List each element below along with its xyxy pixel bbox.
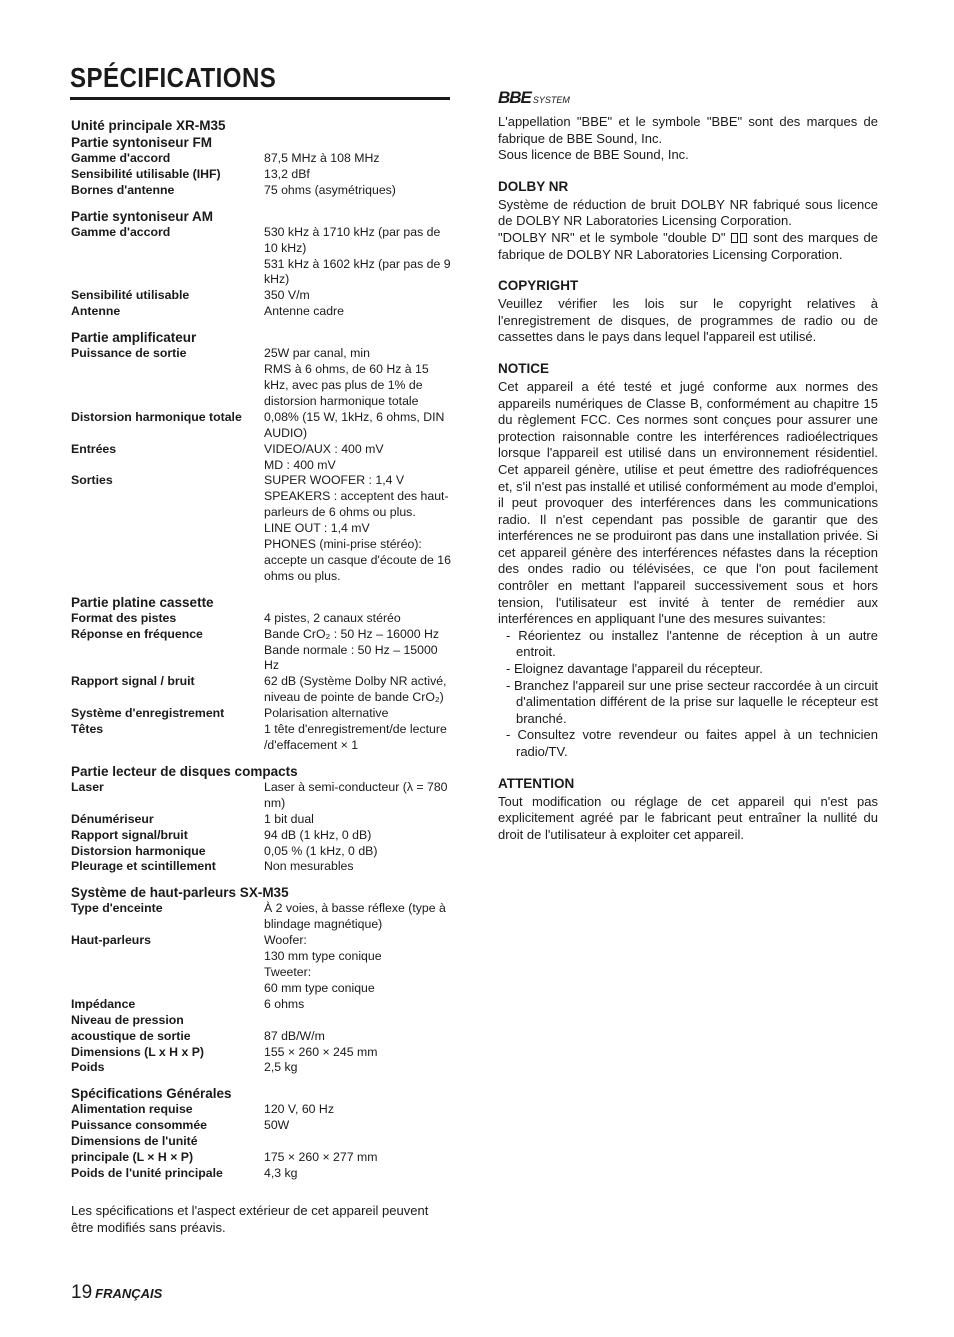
attention-heading: ATTENTION bbox=[498, 775, 575, 791]
spec-value: 1 tête d'enregistrement/de lecture /d'effacement × 1 bbox=[264, 722, 447, 752]
spec-label: Alimentation requise bbox=[71, 1102, 193, 1117]
dolby-text-2b: sont des marques de fabrique de DOLBY NR Laboratories Licensing Corporation. bbox=[498, 229, 878, 262]
spec-row bbox=[71, 1060, 456, 1076]
notice-bullet: - Consultez votre revendeur ou faites appel à un technicien radio/TV. bbox=[506, 727, 878, 759]
spec-section-heading: Spécifications Générales bbox=[71, 1086, 232, 1102]
spec-row bbox=[71, 933, 456, 997]
spec-value: 0,08% (15 W, 1kHz, 6 ohms, DIN AUDIO) bbox=[264, 409, 445, 440]
spec-value: 155 × 260 × 245 mm bbox=[264, 1044, 378, 1059]
spec-section-heading: Partie syntoniseur FM bbox=[71, 135, 213, 150]
spec-row bbox=[71, 1166, 456, 1182]
spec-section-heading: Partie amplificateur bbox=[71, 330, 197, 346]
bbe-text: L'appellation "BBE" et le symbole "BBE" sont des marques de fabrique de BBE Sound, Inc. Sous licence de BBE Sound, Inc. bbox=[498, 114, 878, 163]
spec-row bbox=[71, 1013, 456, 1045]
spec-section-heading: Partie syntoniseur AM bbox=[71, 208, 214, 224]
spec-row bbox=[71, 844, 456, 860]
copyright-text: Veuillez vérifier les lois sur le copyright relatives à l'enregistrement de disques, de programmes de radio ou de cassettes dans le pays dans lequel l'appareil est utilisé. bbox=[498, 296, 878, 345]
spec-value: 0,05 % (1 kHz, 0 dB) bbox=[264, 843, 378, 858]
spec-label: Type d'enceinte bbox=[71, 901, 163, 916]
spec-row bbox=[71, 627, 456, 675]
spec-value: 87 dB/W/m bbox=[264, 1028, 325, 1043]
spec-row bbox=[71, 473, 456, 584]
spec-value: À 2 voies, à basse réflexe (type à blindage magnétique) bbox=[264, 901, 446, 932]
spec-label: Laser bbox=[71, 779, 104, 794]
spec-value: Laser à semi-conducteur (λ = 780 nm) bbox=[264, 779, 448, 810]
spec-value: 350 V/m bbox=[264, 288, 310, 303]
spec-row bbox=[71, 1102, 456, 1118]
spec-row bbox=[71, 828, 456, 844]
spec-value: 62 dB (Système Dolby NR activé, niveau de pointe de bande CrO₂) bbox=[264, 674, 447, 705]
spec-row bbox=[71, 167, 456, 183]
spec-value: 175 × 260 × 277 mm bbox=[264, 1150, 378, 1165]
spec-value: Bande CrO₂ : 50 Hz – 16000 Hz Bande normale : 50 Hz – 15000 Hz bbox=[264, 626, 439, 673]
spec-value: 530 kHz à 1710 kHz (par pas de 10 kHz) 531 kHz à 1602 kHz (par pas de 9 kHz) bbox=[264, 224, 451, 287]
copyright-heading: COPYRIGHT bbox=[498, 278, 579, 294]
title-rule bbox=[70, 97, 450, 100]
spec-label: Poids de l'unité principale bbox=[71, 1165, 223, 1180]
spec-value: Woofer: 130 mm type conique Tweeter: 60 mm type conique bbox=[264, 933, 382, 995]
spec-value: 6 ohms bbox=[264, 996, 305, 1011]
spec-value: VIDEO/AUX : 400 mV MD : 400 mV bbox=[264, 441, 384, 472]
spec-label: Distorsion harmonique bbox=[71, 843, 206, 858]
spec-section-heading: Partie platine cassette bbox=[71, 594, 214, 610]
spec-label: Antenne bbox=[71, 304, 121, 319]
spec-row bbox=[71, 722, 456, 754]
spec-label: Bornes d'antenne bbox=[71, 182, 175, 197]
dolby-text-1: Système de réduction de bruit DOLBY NR fabriqué sous licence de DOLBY NR Laboratories Licensing Corporation. bbox=[498, 196, 878, 229]
spec-label: Sorties bbox=[71, 473, 113, 488]
spec-label: Impédance bbox=[71, 996, 136, 1011]
spec-row bbox=[71, 288, 456, 304]
spec-label: Sensibilité utilisable bbox=[71, 288, 190, 303]
page-number: 19 bbox=[71, 1282, 93, 1303]
spec-value: 50W bbox=[264, 1118, 290, 1133]
page-title: SPÉCIFICATIONS bbox=[70, 62, 277, 93]
spec-label: Puissance de sortie bbox=[71, 346, 187, 361]
notice-bullet: - Eloignez davantage l'appareil du récepteur. bbox=[506, 661, 763, 677]
dolby-text-2a: "DOLBY NR" et le symbole "double D" bbox=[498, 229, 726, 245]
spec-row bbox=[71, 1118, 456, 1134]
spec-value: 120 V, 60 Hz bbox=[264, 1102, 334, 1117]
spec-row bbox=[71, 183, 456, 199]
notices-column bbox=[498, 88, 878, 843]
bbe-logo-mark: BBE bbox=[498, 88, 531, 107]
spec-label: Poids bbox=[71, 1060, 105, 1075]
spec-label: Dimensions (L x H x P) bbox=[71, 1044, 205, 1059]
bbe-logo bbox=[498, 88, 878, 108]
notice-text: Cet appareil a été testé et jugé conforme aux normes des appareils numériques de Classe B, conformément au chapitre 15 du règlement FCC. Ces normes sont conçues pour assurer une protection raisonnable contre les interférences radioélectriques lorsque l'appareil est utilisé dans un environnement résidentiel. Cet appareil génère, utilise et peut émettre des radiofréquences et, s'il n'est pas installé et utilisé conformément au mode d'emploi, il peut provoquer des interférences dans les communications radio. Il n'est cependant pas possible de garantir que des interférences ne se produiront pas dans une installation privée. Si cet appareil génère des interférences néfastes dans la réception des ondes radio ou télévisées, ce que l'on pout facilement contrôler en mettant l'appareil successivement sous et hors tension, l'utilisateur est invité à tenter de remédier aux interférences en appliquant l'une des mesures suivantes: bbox=[498, 378, 878, 627]
spec-section-heading: Unité principale XR-M35 bbox=[71, 118, 226, 133]
spec-value: Non mesurables bbox=[264, 859, 354, 874]
spec-row bbox=[71, 1045, 456, 1061]
spec-row bbox=[71, 1134, 456, 1166]
specifications-column bbox=[71, 117, 456, 1236]
spec-label: Haut-parleurs bbox=[71, 933, 151, 948]
bbe-logo-system: SYSTEM bbox=[532, 95, 570, 105]
spec-label: Réponse en fréquence bbox=[71, 626, 203, 641]
spec-label: Niveau de pression acoustique de sortie bbox=[71, 1012, 191, 1043]
dolby-text bbox=[498, 197, 878, 263]
spec-value: 94 dB (1 kHz, 0 dB) bbox=[264, 827, 372, 842]
spec-value: SUPER WOOFER : 1,4 V SPEAKERS : acceptent des haut-parleurs de 6 ohms ou plus. LINE OUT : 1,4 mV PHONES (mini-prise stéréo): accepte un casque d'écoute de 16 ohms ou plus. bbox=[264, 473, 451, 583]
spec-value: Antenne cadre bbox=[264, 304, 344, 319]
spec-value: 4,3 kg bbox=[264, 1165, 298, 1180]
spec-value: 13,2 dBf bbox=[264, 166, 310, 181]
spec-row bbox=[71, 859, 456, 875]
spec-section-heading: Système de haut-parleurs SX-M35 bbox=[71, 885, 289, 901]
spec-value: 25W par canal, min RMS à 6 ohms, de 60 Hz à 15 kHz, avec pas plus de 1% de distorsion harmonique totale bbox=[264, 346, 429, 408]
spec-label: Têtes bbox=[71, 722, 104, 737]
spec-row bbox=[71, 225, 456, 289]
spec-row bbox=[71, 346, 456, 410]
spec-label: Distorsion harmonique totale bbox=[71, 409, 242, 424]
spec-label: Rapport signal / bruit bbox=[71, 674, 195, 689]
spec-label: Système d'enregistrement bbox=[71, 706, 225, 721]
spec-label: Dimensions de l'unité principale (L × H × P) bbox=[71, 1134, 198, 1165]
spec-row bbox=[71, 997, 456, 1013]
spec-row bbox=[71, 304, 456, 320]
spec-value: 1 bit dual bbox=[264, 811, 314, 826]
spec-row bbox=[71, 611, 456, 627]
spec-value: 4 pistes, 2 canaux stéréo bbox=[264, 610, 401, 625]
notice-bullet: - Branchez l'appareil sur une prise secteur raccordée à un circuit d'alimentation différent de la prise sur laquelle le récepteur est branché. bbox=[506, 677, 878, 726]
spec-value: Polarisation alternative bbox=[264, 706, 389, 721]
spec-label: Gamme d'accord bbox=[71, 224, 171, 239]
page-language: FRANÇAIS bbox=[95, 1286, 163, 1301]
spec-label: Gamme d'accord bbox=[71, 151, 171, 165]
notice-bullet: - Réorientez ou installez l'antenne de réception à un autre entroit. bbox=[506, 627, 878, 660]
spec-label: Rapport signal/bruit bbox=[71, 827, 188, 842]
page-footer bbox=[71, 1282, 162, 1304]
spec-row bbox=[71, 151, 456, 167]
spec-row bbox=[71, 706, 456, 722]
spec-label: Pleurage et scintillement bbox=[71, 859, 216, 874]
attention-text: Tout modification ou réglage de cet appareil qui n'est pas explicitement agréé par le fabricant peut entraîner la nullité du droit de l'utilisateur à exploiter cet appareil. bbox=[498, 793, 878, 842]
specifications-footnote: Les spécifications et l'aspect extérieur de cet appareil peuvent être modifiés sans préavis. bbox=[71, 1202, 429, 1235]
spec-label: Entrées bbox=[71, 441, 117, 456]
spec-row bbox=[71, 780, 456, 812]
double-d-icon bbox=[730, 230, 748, 245]
dolby-heading: DOLBY NR bbox=[498, 178, 569, 194]
notice-bullets bbox=[498, 628, 878, 761]
spec-row bbox=[71, 901, 456, 933]
spec-label: Dénumériseur bbox=[71, 811, 154, 826]
spec-row bbox=[71, 812, 456, 828]
notice-heading: NOTICE bbox=[498, 360, 550, 376]
spec-row bbox=[71, 410, 456, 442]
spec-value: 75 ohms (asymétriques) bbox=[264, 182, 396, 197]
spec-section-heading: Partie lecteur de disques compacts bbox=[71, 763, 298, 779]
spec-sections bbox=[71, 117, 456, 1182]
spec-value: 2,5 kg bbox=[264, 1060, 298, 1075]
spec-row bbox=[71, 674, 456, 706]
spec-value: 87,5 MHz à 108 MHz bbox=[264, 151, 380, 165]
spec-label: Format des pistes bbox=[71, 610, 177, 625]
spec-label: Sensibilité utilisable (IHF) bbox=[71, 166, 221, 181]
spec-row bbox=[71, 442, 456, 474]
spec-label: Puissance consommée bbox=[71, 1118, 208, 1133]
